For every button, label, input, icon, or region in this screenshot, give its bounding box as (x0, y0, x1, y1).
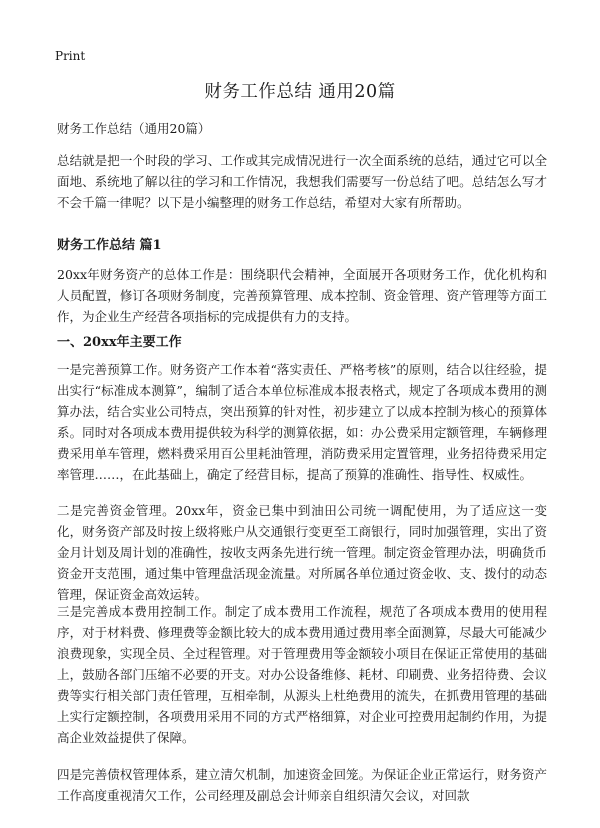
document-title: 财务工作总结 通用20篇 (204, 82, 396, 102)
document-subtitle: 财务工作总结（通用20篇） (57, 121, 211, 136)
subsection-heading: 一、20xx年主要工作 (57, 335, 182, 350)
item-paragraph-3: 三是完善成本费用控制工作。制定了成本费用工作流程，规范了各项成本费用的使用程序，对于材料费、修理费等金额比较大的成本费用通过费用率全面测算，尽最大可能减少浪费现象，实现全员、全过程管理。对于管理费用等金额较小项目在保证正常使用的基础上，鼓励各部门压缩不必要的开支。对办公设备维修、耗材、印刷费、业务招待费、会议费等实行相关部门责任管理，互相牵制，从源头上杜绝费用的流失，在抓费用管理的基础上实行定额控制，各项费用采用不同的方式严格细算，对企业可控费用起制约作用，为提高企业效益提供了保障。 (57, 604, 547, 745)
item-paragraph-1: 一是完善预算工作。财务资产工作本着“落实责任、严格考核”的原则，结合以往经验，提出实行“标准成本测算”，编制了适合本单位标准成本报表格式，规定了各项成本费用的测算办法，结合实业公司特点，突出预算的针对性，初步建立了以成本控制为核心的预算体系。同时对各项成本费用提供较为科学的测算依据，如：办公费采用定额管理，车辆修理费采用单车管理，燃料费采用百公里耗油管理，消防费采用定置管理，业务招待费采用定率管理……，在此基础上，确定了经营目标，提高了预算的准确性、指导性、权威性。 (57, 362, 547, 482)
print-label[interactable]: Print (55, 49, 86, 63)
section-paragraph: 20xx年财务资产的总体工作是：围绕职代会精神，全面展开各项财务工作，优化机构和人员配置，修订各项财务制度，完善预算管理、成本控制、资金管理、资产管理等方面工作，为企业生产经营各项指标的完成提供有力的支持。 (57, 267, 547, 324)
section-heading: 财务工作总结 篇1 (57, 238, 162, 253)
item-paragraph-2: 二是完善资金管理。20xx年，资金已集中到油田公司统一调配使用，为了适应这一变化，财务资产部及时按上级将账户从交通银行变更至工商银行，同时加强管理，实出了资金月计划及周计划的准确性，按收支两条先进行统一管理。制定资金管理办法，明确货币资金开支范围，通过集中管理盘活现金流量。对所属各单位通过资金收、支、拨付的动态管理，保证资金高效运转。 (57, 503, 547, 602)
intro-paragraph: 总结就是把一个时段的学习、工作或其完成情况进行一次全面系统的总结，通过它可以全面地、系统地了解以往的学习和工作情况，我想我们需要写一份总结了吧。总结怎么写才不会千篇一律呢？以下是小编整理的财务工作总结，希望对大家有所帮助。 (57, 153, 547, 210)
item-paragraph-4: 四是完善债权管理体系，建立清欠机制，加速资金回笼。为保证企业正常运行，财务资产工作高度重视清欠工作，公司经理及副总会计师亲自组织清欠会议，对回款 (57, 767, 547, 803)
